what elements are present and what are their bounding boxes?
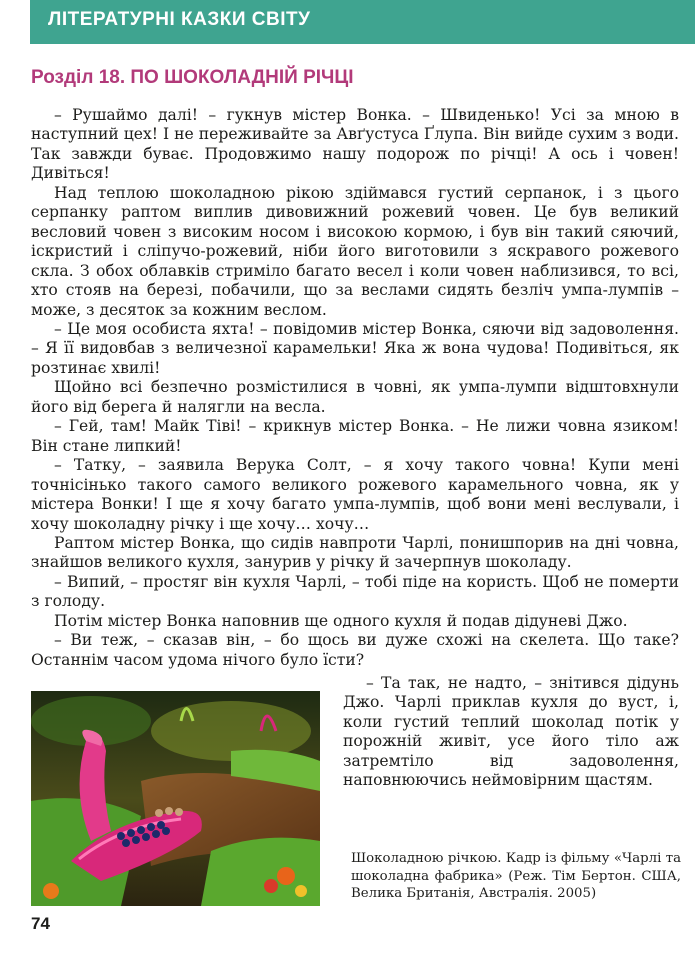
chapter-title: ЛІТЕРАТУРНІ КАЗКИ СВІТУ [48,9,311,30]
wrap-text [343,674,679,791]
paragraph: – Гей, там! Майк Тіві! – крикнув містер Вонка. – Не лижи човна язиком! Він стане липкий! [31,417,679,455]
paragraph: – Рушаймо далі! – гукнув містер Вонка. – Швиденько! Усі за мною в наступний цех! І не переживайте за Авґустуса Ґлупа. Він вийде сухим з води. Так завжди буває. Продовжимо нашу подорож по річці! А ось і човен! Дивіться! [31,106,679,183]
paragraph: Над теплою шоколадною рікою здіймався густий серпанок, і з цього серпанку раптом виплив дивовижний рожевий човен. Це був великий весловий човен з високим носом і високою кормою, і був він такий сяючий, іскристий і сліпучо-рожевий, ніби його виготовили з яскравого рожевого скла. З обох облавків стриміло багато весел і коли човен наблизився, то всі, хто стояв на березі, побачили, що за веслами сидять безліч умпа-лумпів – може, з десяток за кожним веслом. [31,183,679,319]
paragraph: Потім містер Вонка наповнив ще одного кухля й подав дідуневі Джо. [54,611,628,630]
section-title: Розділ 18. ПО ШОКОЛАДНІЙ РІЧЦІ [31,67,354,88]
paragraph: – Татку, – заявила Верука Солт, – я хочу такого човна! Купи мені точнісінько такого самого великого рожевого карамельного човна, як у містера Вонки! І ще я хочу багато умпа-лумпів, щоб вони мені веслували, і хочу шоколадну річку і ще хочу… хочу… [31,456,679,533]
paragraph: Раптом містер Вонка, що сидів навпроти Чарлі, понишпорив на дні човна, знайшов великого кухля, занурив у річку й зачерпнув шоколаду. [31,533,679,572]
paragraph: Щойно всі безпечно розмістилися в човні, як умпа-лумпи відштовхнули його від берега й налягли на весла. [31,378,679,416]
film-still-illustration [31,691,320,906]
film-still-image [31,691,320,906]
paragraph: – Випий, – простяг він кухля Чарлі, – тобі піде на користь. Щоб не померти з голоду. [31,572,679,611]
paragraph: – Ви теж, – сказав він, – бо щось ви дуже схожі на скелета. Що таке? Останнім часом удома нічого було їсти? [31,631,679,669]
figure-caption: Шоколадною річкою. Кадр із фільму «Чарлі та шоколадна фабрика» (Реж. Тім Бертон. США, Велика Британія, Австралія. 2005) [351,851,681,901]
page-number: 74 [31,914,50,933]
paragraph: – Та так, не надто, – знітився дідунь Джо. Чарлі приклав кухля до вуст, і, коли густий теплий шоколад потік у порожній живіт, усе його тіло аж затремтіло від задоволення, наповнюючись неймовірним щастям. [343,674,679,790]
chapter-header-band [30,0,695,44]
paragraph: – Це моя особиста яхта! – повідомив містер Вонка, сяючи від задоволення. – Я її видовбав з величезної карамельки! Яка ж вона чудова! Подивіться, як розтинає хвилі! [31,319,679,377]
main-text [31,106,679,670]
